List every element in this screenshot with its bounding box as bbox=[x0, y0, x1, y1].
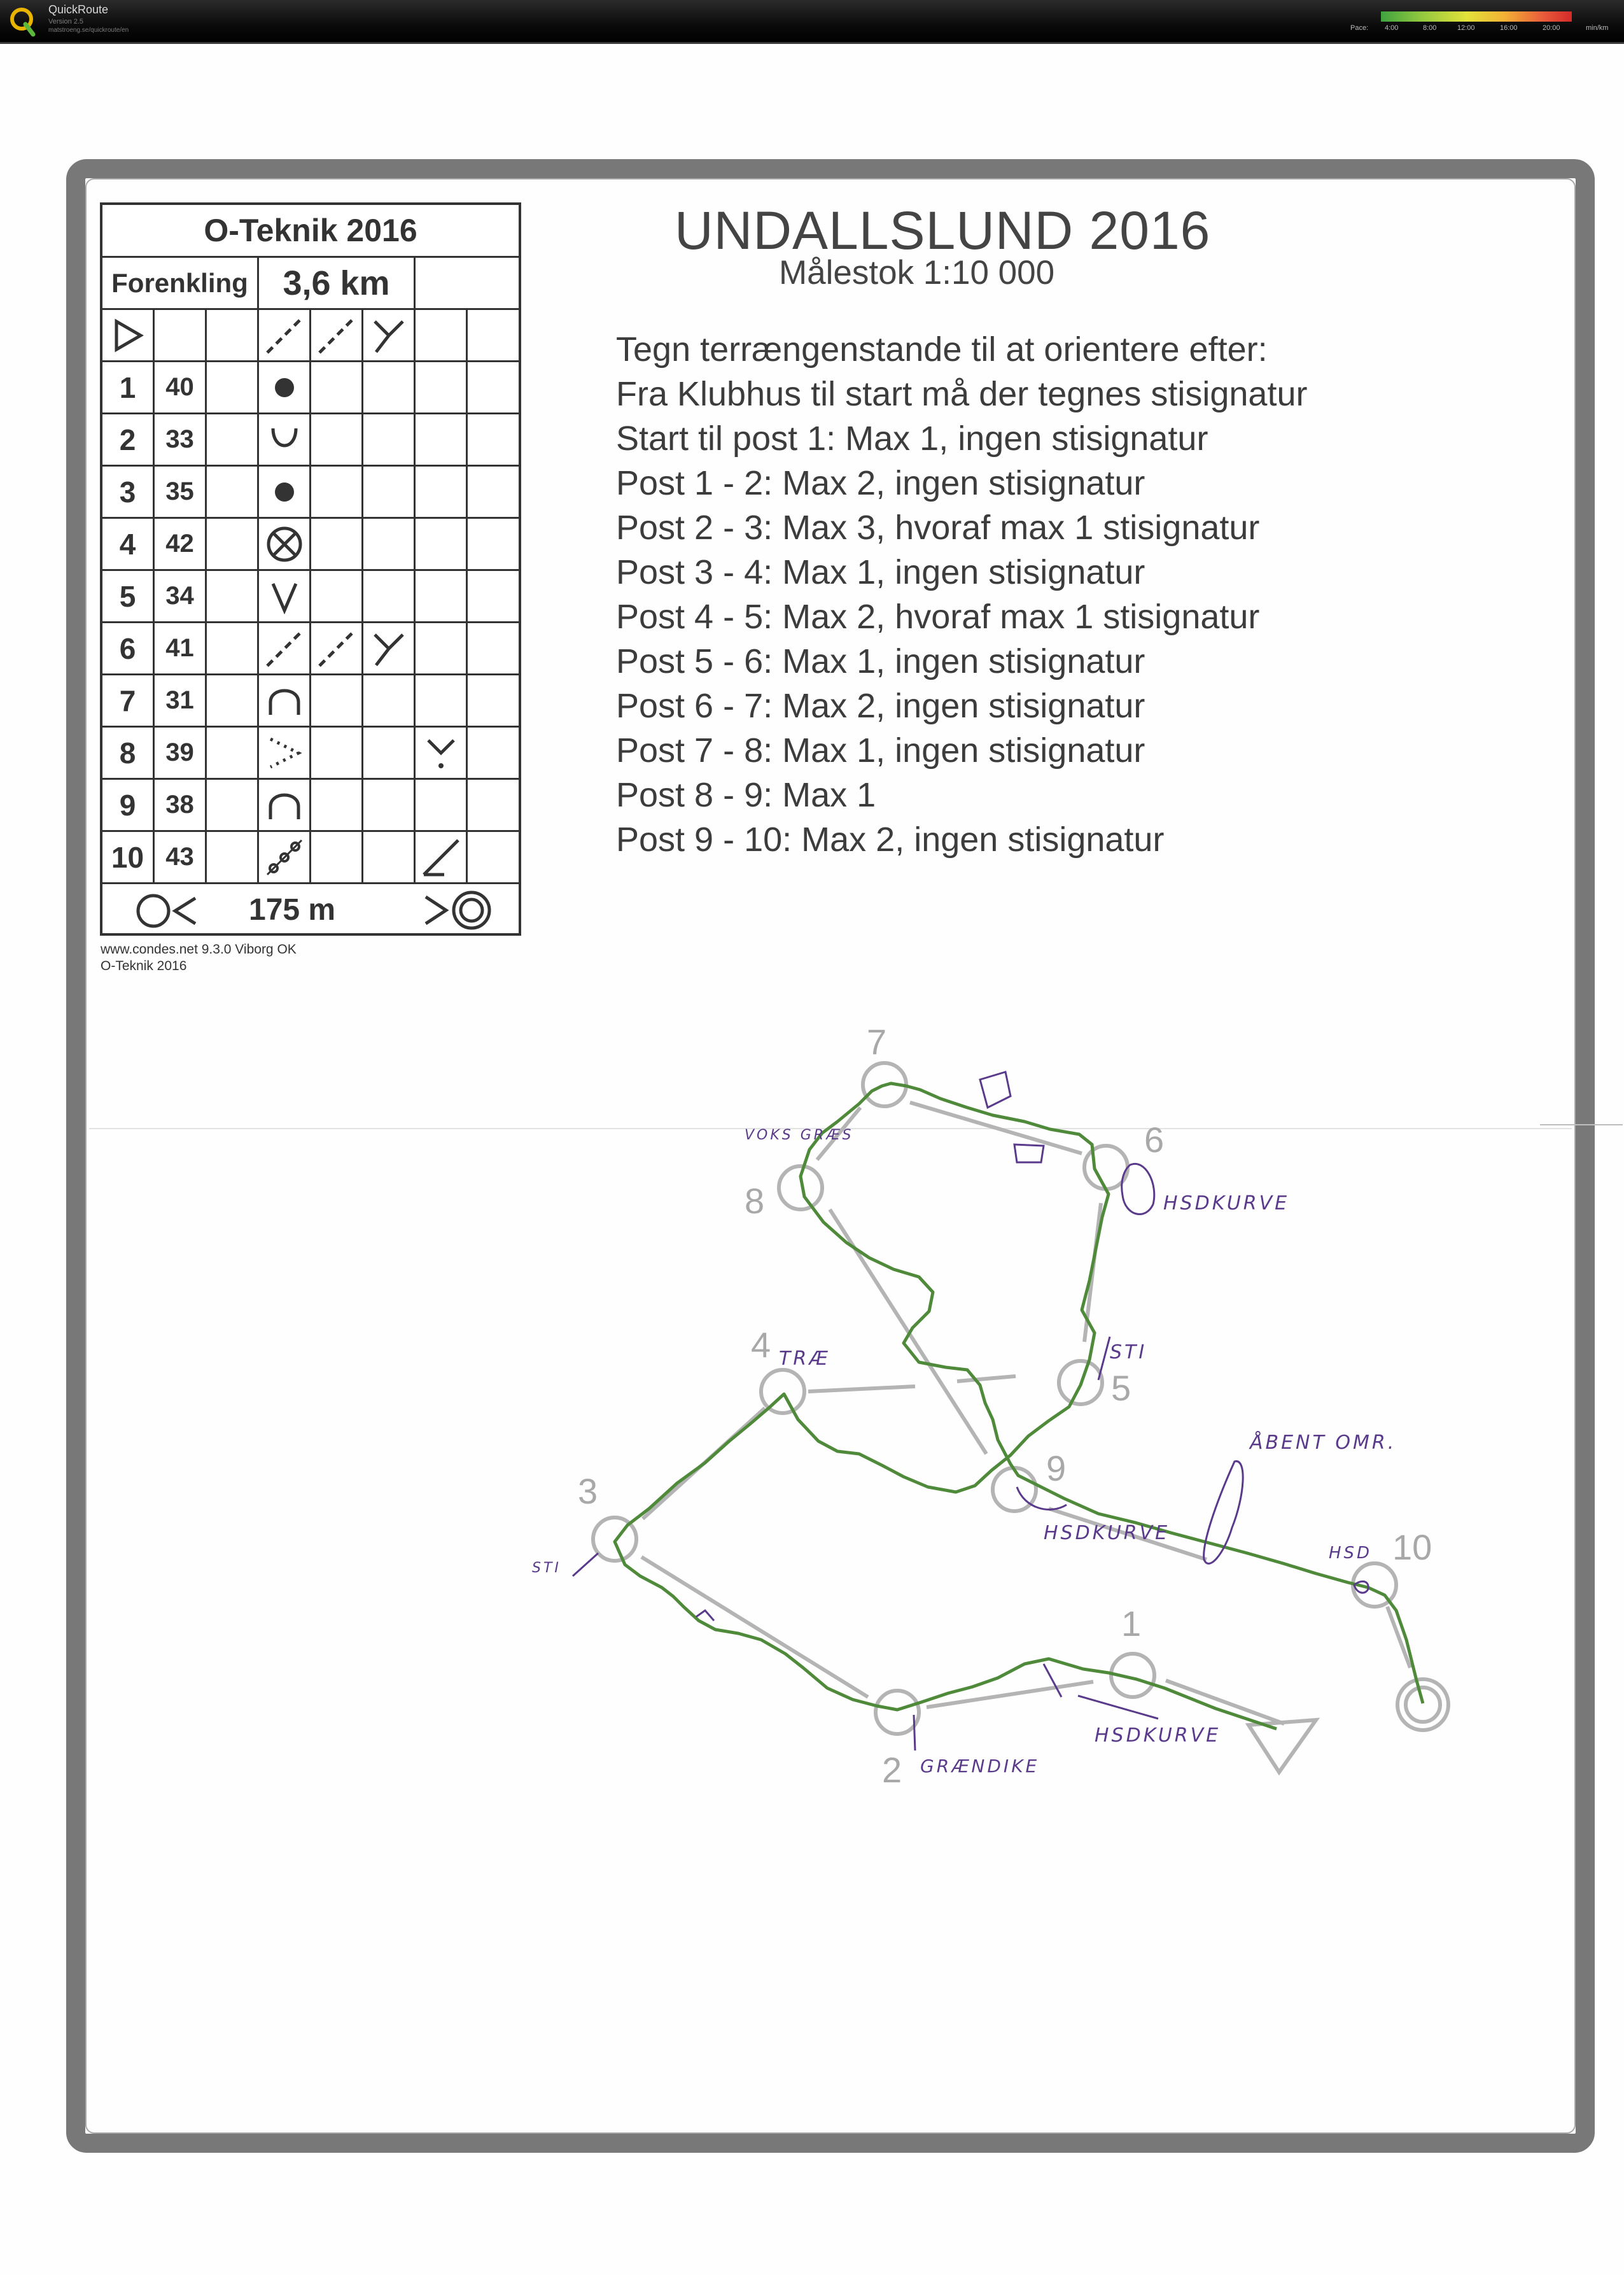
cd-control-code: 42 bbox=[155, 519, 207, 569]
cd-finish-distance: 175 m bbox=[249, 893, 336, 927]
pace-tick: 16:00 bbox=[1500, 24, 1518, 32]
control-number: 5 bbox=[1111, 1368, 1131, 1408]
annotation-c10: HSD bbox=[1329, 1544, 1373, 1563]
cd-control-code: 33 bbox=[155, 414, 207, 465]
control-number: 10 bbox=[1392, 1527, 1432, 1567]
control-number: 2 bbox=[882, 1750, 902, 1790]
cd-control-code: 31 bbox=[155, 675, 207, 726]
control-number: 1 bbox=[1121, 1603, 1142, 1644]
control-circle-9 bbox=[993, 1468, 1036, 1511]
cd-control-code: 38 bbox=[155, 780, 207, 830]
app-version: Version 2.5 bbox=[48, 18, 84, 25]
cd-control-number: 8 bbox=[102, 728, 155, 778]
finish-double-circle-icon bbox=[1397, 1679, 1448, 1730]
annotation-c1: HSDKURVE bbox=[1095, 1724, 1221, 1747]
instruction-line: Post 7 - 8: Max 1, ingen stisignatur bbox=[616, 731, 1145, 770]
instruction-line: Post 9 - 10: Max 2, ingen stisignatur bbox=[616, 821, 1165, 859]
instruction-line: Post 4 - 5: Max 2, hvoraf max 1 stisignatur bbox=[616, 598, 1260, 636]
cd-control-number: 6 bbox=[102, 623, 155, 673]
control-number: 6 bbox=[1144, 1120, 1165, 1160]
control-number: 9 bbox=[1046, 1448, 1067, 1488]
annotation-c3: STI bbox=[532, 1560, 561, 1576]
hand-annotations bbox=[573, 1072, 1368, 1750]
control-number: 3 bbox=[578, 1471, 598, 1511]
condes-credit: www.condes.net 9.3.0 Viborg OK bbox=[101, 942, 297, 957]
cd-control-number: 7 bbox=[102, 675, 155, 726]
cd-class-name: Forenkling bbox=[102, 258, 259, 308]
cd-control-number: 3 bbox=[102, 467, 155, 517]
cd-control-number: 4 bbox=[102, 519, 155, 569]
annotation-open-area: ÅBENT OMR. bbox=[1250, 1432, 1397, 1454]
cd-control-number: 10 bbox=[102, 832, 155, 882]
cd-control-number: 2 bbox=[102, 414, 155, 465]
control-number: 8 bbox=[745, 1181, 765, 1221]
cd-control-code: 34 bbox=[155, 571, 207, 621]
start-triangle-icon bbox=[1249, 1720, 1316, 1772]
annotation-c8: VOKS GRÆS bbox=[745, 1127, 854, 1143]
annotation-c4: TRÆ bbox=[779, 1348, 830, 1370]
control-number: 7 bbox=[867, 1022, 887, 1062]
pace-tick: 8:00 bbox=[1423, 24, 1437, 32]
cd-control-code: 39 bbox=[155, 728, 207, 778]
pace-unit: min/km bbox=[1586, 24, 1609, 32]
map-title: UNDALLSLUND 2016 bbox=[675, 201, 1211, 260]
pace-label: Pace: bbox=[1350, 24, 1369, 32]
event-credit: O-Teknik 2016 bbox=[101, 959, 187, 973]
app-url: matstroeng.se/quickroute/en bbox=[48, 27, 129, 34]
instruction-line: Tegn terrængenstande til at orientere efter: bbox=[616, 330, 1268, 369]
cd-control-code: 43 bbox=[155, 832, 207, 882]
control-circle-2 bbox=[876, 1691, 919, 1734]
annotation-c9: HSDKURVE bbox=[1044, 1522, 1170, 1544]
instruction-line: Post 3 - 4: Max 1, ingen stisignatur bbox=[616, 553, 1145, 591]
cd-control-number: 9 bbox=[102, 780, 155, 830]
control-circle-4 bbox=[761, 1370, 804, 1413]
cd-control-code: 35 bbox=[155, 467, 207, 517]
cd-control-code: 41 bbox=[155, 623, 207, 673]
instruction-line: Start til post 1: Max 1, ingen stisignatur bbox=[616, 419, 1208, 458]
cd-event-title: O-Teknik 2016 bbox=[204, 213, 417, 248]
cd-control-number: 1 bbox=[102, 362, 155, 412]
instruction-line: Post 8 - 9: Max 1 bbox=[616, 776, 876, 814]
instruction-line: Post 2 - 3: Max 3, hvoraf max 1 stisignatur bbox=[616, 509, 1260, 547]
cd-control-number: 5 bbox=[102, 571, 155, 621]
pace-tick: 12:00 bbox=[1457, 24, 1475, 32]
instruction-line: Post 5 - 6: Max 1, ingen stisignatur bbox=[616, 642, 1145, 680]
map-scale: Målestok 1:10 000 bbox=[779, 254, 1055, 292]
control-number: 4 bbox=[751, 1325, 771, 1365]
gps-route bbox=[615, 1083, 1423, 1729]
pace-tick: 4:00 bbox=[1385, 24, 1399, 32]
instruction-line: Fra Klubhus til start må der tegnes stisignatur bbox=[616, 375, 1308, 413]
cd-course-length: 3,6 km bbox=[259, 258, 416, 308]
instruction-line: Post 6 - 7: Max 2, ingen stisignatur bbox=[616, 687, 1145, 725]
app-name: QuickRoute bbox=[48, 3, 109, 16]
instruction-line: Post 1 - 2: Max 2, ingen stisignatur bbox=[616, 464, 1145, 502]
annotation-c6: HSDKURVE bbox=[1163, 1192, 1290, 1215]
annotation-c2: GRÆNDIKE bbox=[920, 1756, 1040, 1777]
cd-control-code: 40 bbox=[155, 362, 207, 412]
pace-tick: 20:00 bbox=[1543, 24, 1560, 32]
annotation-c5: STI bbox=[1110, 1341, 1147, 1363]
